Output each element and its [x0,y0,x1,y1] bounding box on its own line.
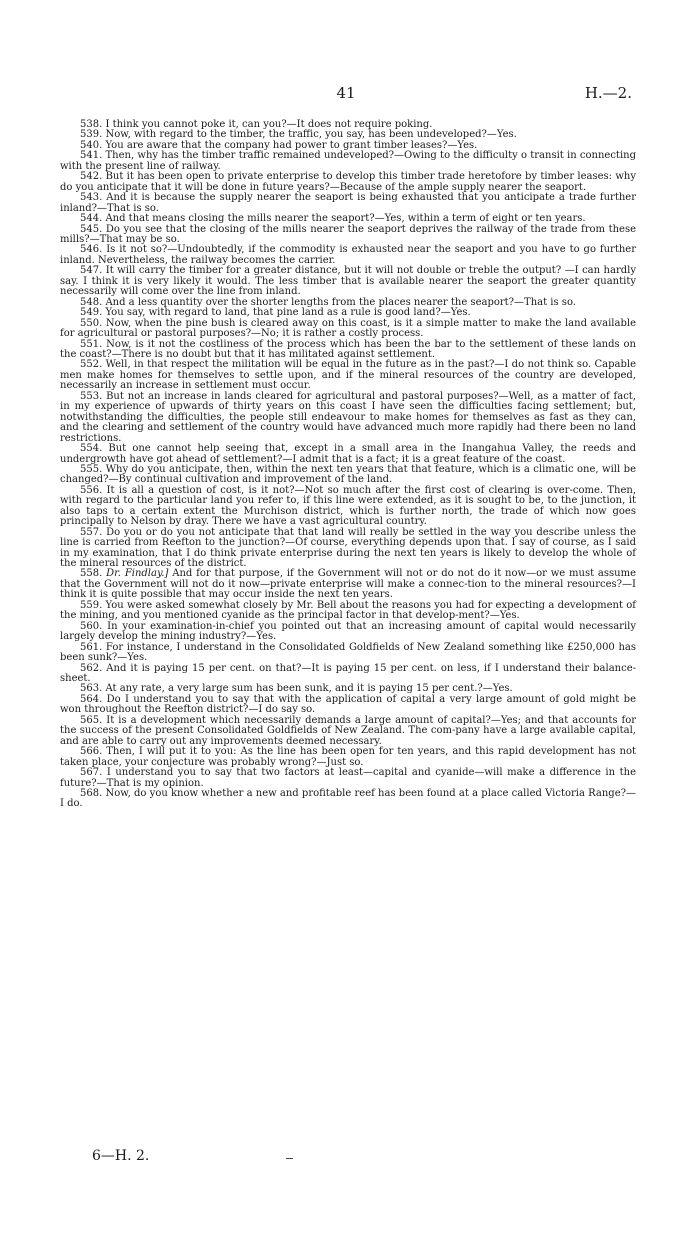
document-code: H.—2. [584,84,632,102]
paragraph-556: 556. It is all a question of cost, is it not?—Not so much after the first cost of clearing is over-come. Then, with regard to the particular land you refer to, if this line were extended, as it is sought to be, to the junction, it also taps to a certain extent the Murchison district, which is further north, the trade of which now goes principally to Nelson by dray. There we have a vast agricultural country. [60,484,636,528]
paragraph-547: 547. It will carry the timber for a greater distance, but it will not double or treble the output? —I can hardly say. I think it is very likely it would. The less timber that is available nearer the seaport the greater quantity necessarily will come over the line from inland. [60,265,636,298]
paragraph-558 [60,569,636,600]
paragraph-539: 539. Now, with regard to the timber, the traffic, you say, has been undeveloped?—Yes. [80,129,517,141]
paragraph-562: 562. And it is paying 15 per cent. on that?—It is paying 15 per cent. on less, if I understand their balance-sheet. [60,662,636,685]
paragraph-552: 552. Well, in that respect the militation will be equal in the future as in the past?—I do not think so. Capable men make homes for themselves to settle upon, and if the mineral resources of the country are developed, necessarily an increase in settlement must occur. [60,359,636,392]
paragraph-538: 538. I think you cannot poke it, can you?—It does not require poking. [80,119,433,130]
signature-mark: 6—H. 2. [92,1148,150,1164]
paragraph-541: 541. Then, why has the timber traffic remained undeveloped?—Owing to the difficulty o transit in connecting with the present line of railway. [60,150,636,172]
paragraph-568: 568. Now, do you know whether a new and profitable reef has been found at a place called Victoria Range?—I do. [60,788,636,810]
paragraph-565: 565. It is a development which necessarily demands a large amount of capital?—Yes; and that accounts for the success of the present Consolidated Goldfields of New Zealand. The com-pany have a large available capital, and are able to carry out any improvements deemed necessary. [60,714,636,747]
paragraph-567: 567. I understand you to say that two factors at least—capital and cyanide—will make a difference in the future?—That is my opinion. [60,767,636,789]
paragraph-557: 557. Do you or do you not anticipate that that land will really be settled in the way you describe unless the line is carried from Reefton to the junction?—Of course, everything depends upon that. I say of course, as I said in my examination, that I do think private enterprise during the next ten years is likely to develop the whole of the mineral resources of the district. [60,526,636,570]
paragraph-553: 553. But not an increase in lands cleared for agricultural and pastoral purposes?—Well, as a matter of fact, in my experience of upwards of thirty years on this coast I have seen the difficulties facing settlement; but, notwithstanding the difficulties, the people still endeavour to make homes for themselves as fast as they can, and the clearing and settlement of the country would have advanced much more rapidly had there been no land restrictions. [60,390,636,444]
paragraph-563: 563. At any rate, a very large sum has been sunk, and it is paying 15 per cent.?—Yes. [80,683,513,695]
paragraph-542: 542. But it has been open to private enterprise to develop this timber trade heretofore by timber leases: why do you anticipate that it will be done in future years?—Because of the ample supply nearer the seaport. [60,171,636,193]
paragraph-560: 560. In your examination-in-chief you pointed out that an increasing amount of capital would necessarily largely develop the mining industry?—Yes. [60,620,636,643]
paragraph-555: 555. Why do you anticipate, then, within the next ten years that that feature, which is a climatic one, will be changed?—By continual cultivation and improvement of the land. [60,463,636,486]
paragraph-540: 540. You are aware that the company had power to grant timber leases?—Yes. [80,139,478,151]
paragraph-text: And for that purpose, if the Government will not or do not do it now—or we must assume that the Government will not do it now—private enterprise will make a connec-tion to the mineral resources?—I think it is quite possible that may occur inside the next ten years. [60,568,636,601]
paragraph-546: 546. Is it not so?—Undoubtedly, if the commodity is exhausted near the seaport and you have to go further inland. Nevertheless, the railway becomes the carrier. [60,244,636,266]
footer-dash [286,1158,293,1159]
paragraph-554: 554. But one cannot help seeing that, except in a small area in the Inangahua Valley, the reeds and undergrowth have got ahead of settlement?—I admit that is a fact; it is a great feature of the coast. [60,443,636,465]
page-number: 41 [336,84,356,102]
paragraph-548: 548. And a less quantity over the shorter lengths from the places nearer the seaport?—That is so. [80,296,576,308]
paragraph-566: 566. Then, I will put it to you: As the line has been open for ten years, and this rapid development has not taken place, your conjecture was probably wrong?—Just so. [60,746,636,768]
paragraph-number: 558. [80,568,103,580]
paragraph-545: 545. Do you see that the closing of the mills nearer the seaport deprives the railway of the trade from these mills?—That may be so. [60,223,636,245]
paragraph-559: 559. You were asked somewhat closely by Mr. Bell about the reasons you had for expecting a development of the mining, and you mentioned cyanide as the principal factor in that develop-ment?—Yes. [60,599,636,622]
paragraph-550: 550. Now, when the pine bush is cleared away on this coast, is it a simple matter to make the land available for agricultural or pastoral purposes?—No; it is rather a costly process. [60,317,636,340]
paragraph-549: 549. You say, with regard to land, that pine land as a rule is good land?—Yes. [80,307,471,319]
paragraph-561: 561. For instance, I understand in the Consolidated Goldfields of New Zealand something like £250,000 has been sunk?—Yes. [60,641,636,664]
paragraph-544: 544. And that means closing the mills nearer the seaport?—Yes, within a term of eight or ten years. [80,213,586,225]
page-body [60,120,636,810]
page-header [60,84,632,108]
paragraph-564: 564. Do I understand you to say that with the application of capital a very large amount of gold might be won throughout the Reefton district?—I do say so. [60,693,636,716]
paragraph-543: 543. And it is because the supply nearer the seaport is being exhausted that you anticipate a trade further inland?—That is so. [60,192,636,214]
paragraph-551: 551. Now, is it not the costliness of the process which has been the bar to the settlement of these lands on the coast?—There is no doubt but that it has militated against settlement. [60,338,636,360]
speaker-name: Dr. Findlay.] [106,568,169,580]
